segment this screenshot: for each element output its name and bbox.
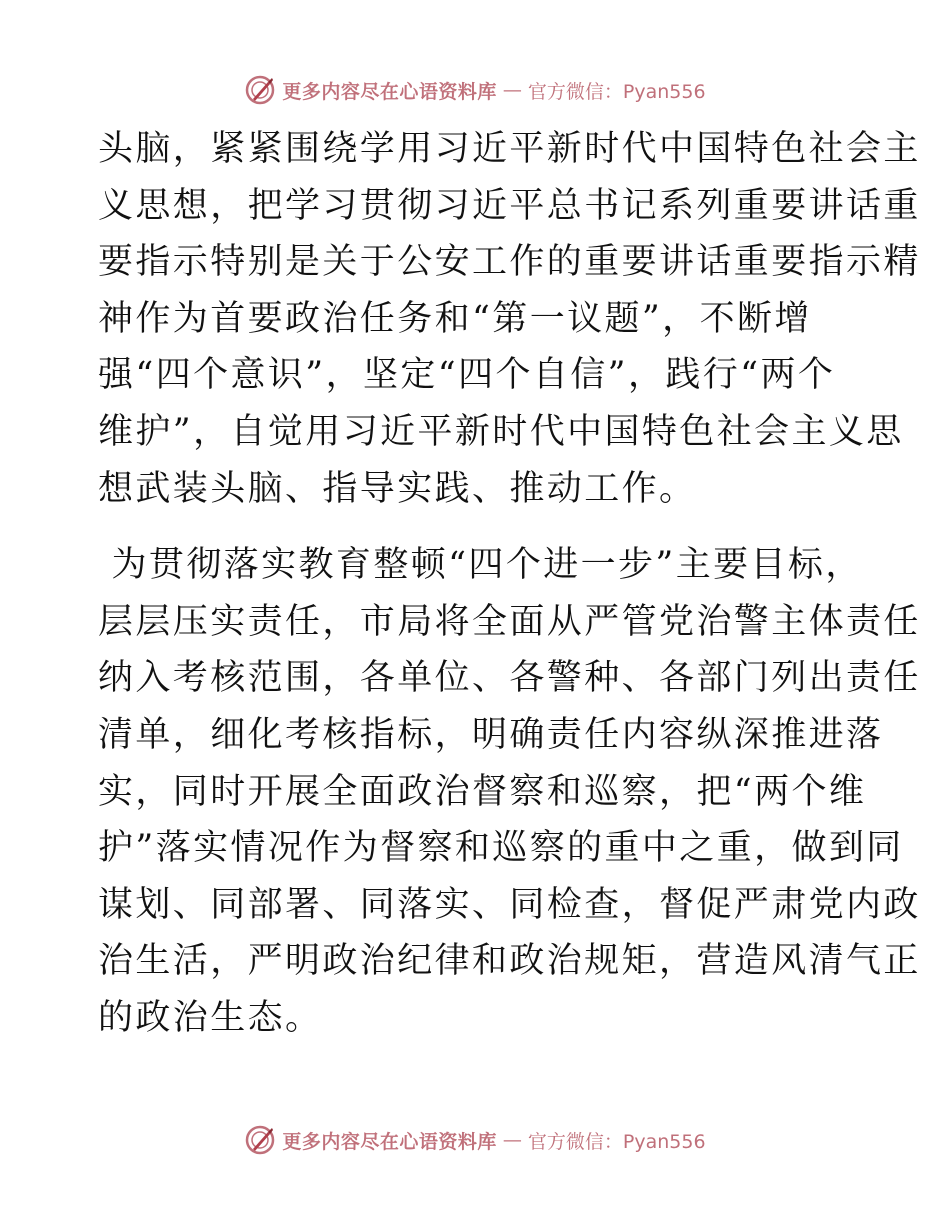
watermark-brand: 更多内容尽在心语资料库: [282, 80, 497, 103]
text-line: 谋划、同部署、同落实、同检查，督促严肃党内政: [98, 884, 921, 925]
watermark-brand: 更多内容尽在心语资料库: [282, 1130, 497, 1153]
paragraph-1: [98, 121, 921, 517]
text-line: 强“四个意识”，坚定“四个自信”，践行“两个: [98, 355, 836, 396]
watermark-separator: —: [502, 1129, 522, 1151]
text-line: 纳入考核范围，各单位、各警种、各部门列出责任: [98, 658, 921, 699]
paragraph-2: [98, 537, 921, 1046]
quill-logo-icon: [244, 74, 276, 106]
text-line: 义思想，把学习贯彻习近平总书记系列重要讲话重: [98, 185, 921, 226]
text-line: 想武装头脑、指导实践、推动工作。: [98, 468, 697, 509]
text-line: 维护”，自觉用习近平新时代中国特色社会主义思: [98, 411, 904, 452]
text-line: 的政治生态。: [98, 997, 323, 1038]
text-line: 为贯彻落实教育整顿“四个进一步”主要目标，: [98, 545, 863, 586]
header-watermark: [0, 70, 950, 110]
text-line: 实，同时开展全面政治督察和巡察，把“两个维: [98, 771, 867, 812]
watermark-wechat: 官方微信：Pyan556: [527, 80, 706, 103]
text-line: 治生活，严明政治纪律和政治规矩，营造风清气正: [98, 941, 921, 982]
document-body: [98, 121, 921, 1047]
text-line: 要指示特别是关于公安工作的重要讲话重要指示精: [98, 242, 921, 283]
text-line: 护”落实情况作为督察和巡察的重中之重，做到同: [98, 828, 904, 869]
text-line: 清单，细化考核指标，明确责任内容纵深推进落: [98, 714, 884, 755]
text-line: 神作为首要政治任务和“第一议题”，不断增: [98, 298, 812, 339]
text-line: 头脑，紧紧围绕学用习近平新时代中国特色社会主: [98, 129, 921, 169]
watermark-wechat: 官方微信：Pyan556: [527, 1130, 706, 1153]
footer-watermark: [0, 1120, 950, 1160]
quill-logo-icon: [244, 1124, 276, 1156]
watermark-separator: —: [502, 79, 522, 101]
text-line: 层层压实责任，市局将全面从严管党治警主体责任: [98, 601, 921, 642]
